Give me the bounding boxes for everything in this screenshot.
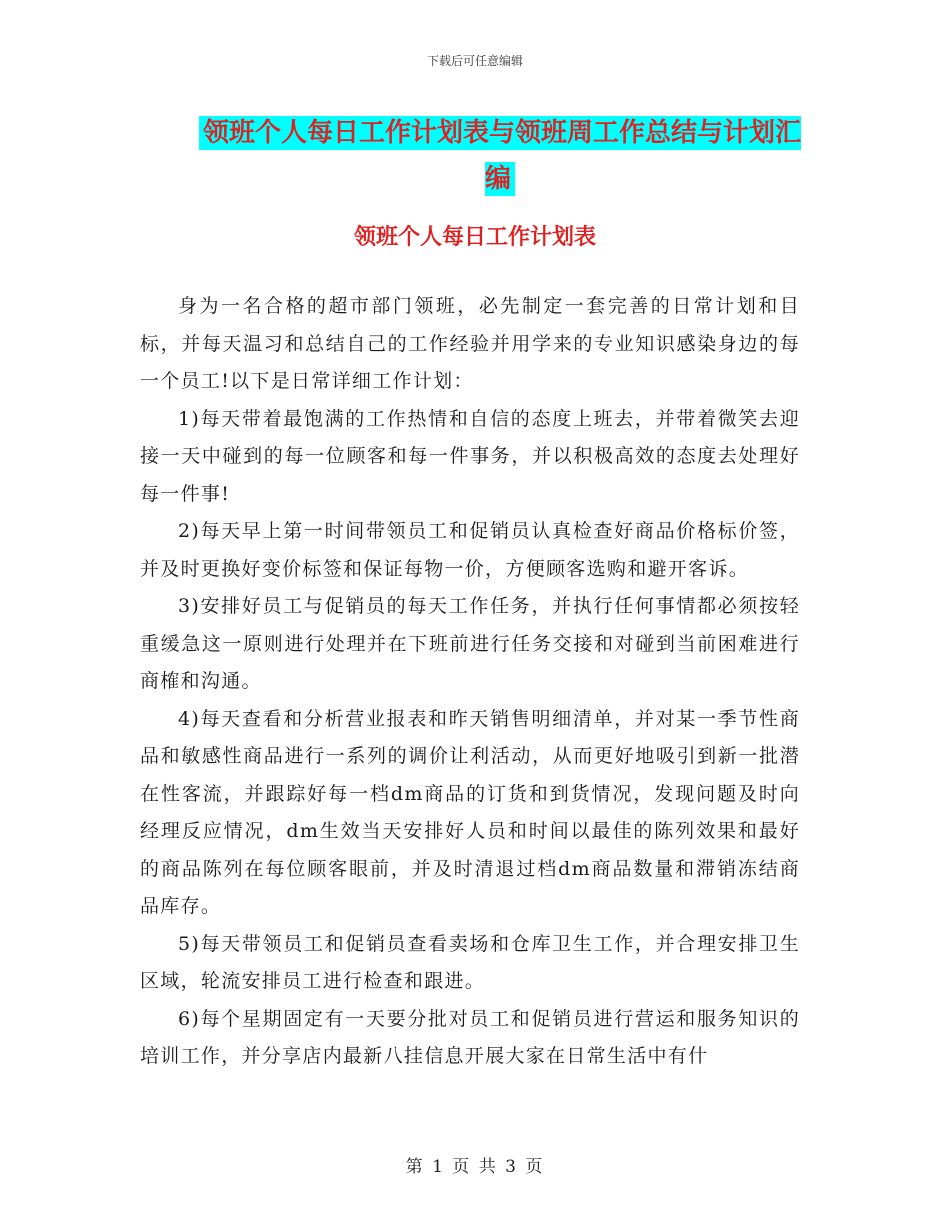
paragraph-item-3: 3)安排好员工与促销员的每天工作任务，并执行任何事情都必须按轻重缓急这一原则进行处理并在下班前进行任务交接和对碰到当前困难进行商榷和沟通。 <box>140 595 800 692</box>
paragraph-intro: 身为一名合格的超市部门领班，必先制定一套完善的日常计划和目标，并每天温习和总结自己的工作经验并用学来的专业知识感染身边的每一个员工!以下是日常详细工作计划： <box>140 295 800 392</box>
document-title <box>190 110 810 202</box>
header-note: 下载后可任意编辑 <box>426 54 523 68</box>
section-title: 领班个人每日工作计划表 <box>353 225 596 250</box>
paragraph-item-2: 2)每天早上第一时间带领员工和促销员认真检查好商品价格标价签，并及时更换好变价标签和保证每物一价，方便顾客选购和避开客诉。 <box>140 520 800 580</box>
paragraph-item-6: 6)每个星期固定有一天要分批对员工和促销员进行营运和服务知识的培训工作，并分享店内最新八挂信息开展大家在日常生活中有什 <box>140 1007 800 1067</box>
paragraph-item-4: 4)每天查看和分析营业报表和昨天销售明细清单，并对某一季节性商品和敏感性商品进行一系列的调价让利活动，从而更好地吸引到新一批潜在性客流，并跟踪好每一档dm商品的订货和到货情况，发现问题及时向经理反应情况，dm生效当天安排好人员和时间以最佳的陈列效果和最好的商品陈列在每位顾客眼前，并及时清退过档dm商品数量和滞销冻结商品库存。 <box>140 707 800 917</box>
document-title-text: 领班个人每日工作计划表与领班周工作总结与计划汇编 <box>199 116 801 196</box>
paragraph-item-5: 5)每天带领员工和促销员查看卖场和仓库卫生工作，并合理安排卫生区域，轮流安排员工进行检查和跟进。 <box>140 932 800 992</box>
paragraph-item-1: 1)每天带着最饱满的工作热情和自信的态度上班去，并带着微笑去迎接一天中碰到的每一位顾客和每一件事务，并以积极高效的态度去处理好每一件事! <box>140 407 800 505</box>
document-body <box>140 288 800 1076</box>
page-footer: 第 1 页 共 3 页 <box>405 1157 545 1177</box>
